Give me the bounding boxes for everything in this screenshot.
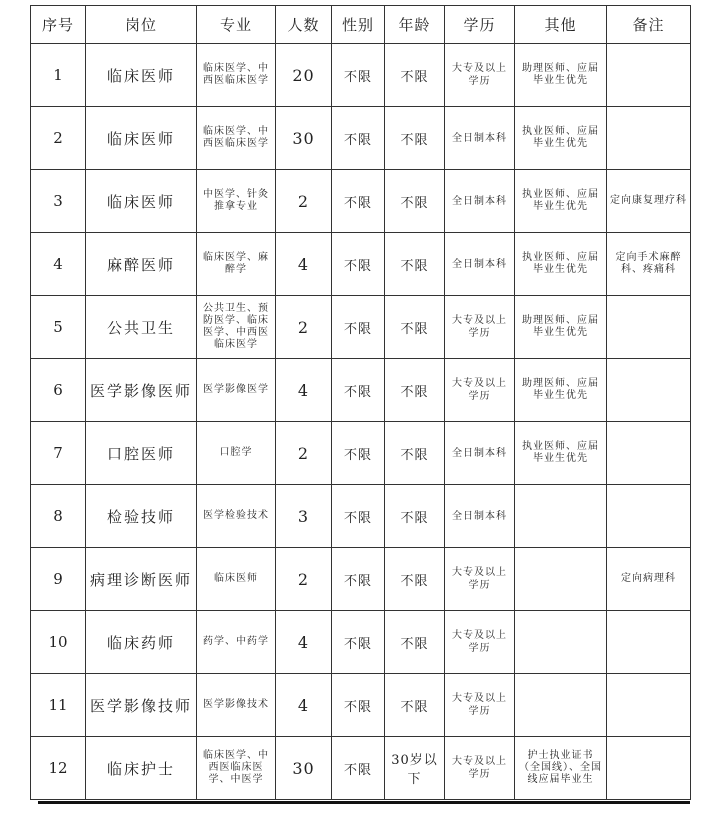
- header-age: 年龄: [385, 6, 445, 44]
- table-row: [31, 548, 691, 611]
- cell-age: 不限: [385, 359, 445, 422]
- cell-age: 不限: [385, 485, 445, 548]
- header-note: 备注: [607, 6, 691, 44]
- header-gender: 性别: [332, 6, 385, 44]
- cell-post: 临床医师: [86, 107, 197, 170]
- cell-note: [607, 44, 691, 107]
- cell-number: 5: [31, 296, 86, 359]
- cell-gender: 不限: [332, 44, 385, 107]
- table-row: [31, 422, 691, 485]
- cell-note: [607, 611, 691, 674]
- cell-age: 不限: [385, 107, 445, 170]
- cell-gender: 不限: [332, 422, 385, 485]
- header-no: 序号: [31, 6, 86, 44]
- cell-major: 中医学、针灸推拿专业: [197, 170, 276, 233]
- cell-number: 10: [31, 611, 86, 674]
- cell-age: 不限: [385, 674, 445, 737]
- header-major: 专业: [197, 6, 276, 44]
- cell-other: [515, 674, 607, 737]
- cell-other: 护士执业证书（全国线）、全国线应届毕业生: [515, 737, 607, 800]
- cell-number: 12: [31, 737, 86, 800]
- cell-education: 大专及以上学历: [445, 611, 515, 674]
- cell-count: 20: [276, 44, 332, 107]
- cell-note: 定向康复理疗科: [607, 170, 691, 233]
- cell-gender: 不限: [332, 674, 385, 737]
- cell-age: 不限: [385, 233, 445, 296]
- cell-note: [607, 296, 691, 359]
- cell-count: 2: [276, 548, 332, 611]
- cell-note: [607, 485, 691, 548]
- cell-major: 临床医学、中西医临床医学: [197, 107, 276, 170]
- table-row: [31, 107, 691, 170]
- table-bottom-rule: [38, 801, 690, 804]
- cell-education: 大专及以上学历: [445, 737, 515, 800]
- table-row: [31, 170, 691, 233]
- cell-other: [515, 611, 607, 674]
- cell-number: 3: [31, 170, 86, 233]
- cell-count: 4: [276, 233, 332, 296]
- cell-education: 全日制本科: [445, 170, 515, 233]
- cell-other: 执业医师、应届毕业生优先: [515, 107, 607, 170]
- cell-age: 不限: [385, 548, 445, 611]
- header-other: 其他: [515, 6, 607, 44]
- cell-number: 1: [31, 44, 86, 107]
- cell-post: 医学影像技师: [86, 674, 197, 737]
- cell-major: 公共卫生、预防医学、临床医学、中西医临床医学: [197, 296, 276, 359]
- cell-post: 临床医师: [86, 44, 197, 107]
- cell-post: 麻醉医师: [86, 233, 197, 296]
- cell-education: 全日制本科: [445, 422, 515, 485]
- cell-number: 6: [31, 359, 86, 422]
- cell-gender: 不限: [332, 485, 385, 548]
- cell-major: 临床医师: [197, 548, 276, 611]
- cell-education: 全日制本科: [445, 233, 515, 296]
- table-row: [31, 359, 691, 422]
- cell-education: 大专及以上学历: [445, 44, 515, 107]
- cell-post: 医学影像医师: [86, 359, 197, 422]
- cell-count: 2: [276, 422, 332, 485]
- cell-count: 4: [276, 359, 332, 422]
- header-education: 学历: [445, 6, 515, 44]
- table-row: [31, 296, 691, 359]
- cell-age: 30岁以下: [385, 737, 445, 800]
- cell-note: [607, 107, 691, 170]
- cell-gender: 不限: [332, 737, 385, 800]
- cell-count: 30: [276, 107, 332, 170]
- cell-post: 临床护士: [86, 737, 197, 800]
- cell-gender: 不限: [332, 359, 385, 422]
- cell-gender: 不限: [332, 548, 385, 611]
- cell-education: 大专及以上学历: [445, 359, 515, 422]
- cell-note: [607, 422, 691, 485]
- table-row: [31, 611, 691, 674]
- cell-post: 公共卫生: [86, 296, 197, 359]
- cell-note: [607, 674, 691, 737]
- cell-major: 临床医学、中西医临床医学: [197, 44, 276, 107]
- cell-note: [607, 737, 691, 800]
- cell-other: 助理医师、应届毕业生优先: [515, 44, 607, 107]
- cell-age: 不限: [385, 422, 445, 485]
- cell-number: 7: [31, 422, 86, 485]
- cell-education: 全日制本科: [445, 485, 515, 548]
- table-row: [31, 233, 691, 296]
- header-row: [31, 6, 691, 44]
- cell-count: 2: [276, 296, 332, 359]
- cell-gender: 不限: [332, 170, 385, 233]
- header-count: 人数: [276, 6, 332, 44]
- cell-gender: 不限: [332, 107, 385, 170]
- cell-major: 口腔学: [197, 422, 276, 485]
- cell-other: 助理医师、应届毕业生优先: [515, 296, 607, 359]
- cell-gender: 不限: [332, 233, 385, 296]
- cell-count: 3: [276, 485, 332, 548]
- cell-gender: 不限: [332, 611, 385, 674]
- cell-post: 临床药师: [86, 611, 197, 674]
- table-row: [31, 737, 691, 800]
- cell-age: 不限: [385, 44, 445, 107]
- cell-post: 病理诊断医师: [86, 548, 197, 611]
- cell-note: [607, 359, 691, 422]
- cell-other: 助理医师、应届毕业生优先: [515, 359, 607, 422]
- cell-note: 定向病理科: [607, 548, 691, 611]
- cell-post: 口腔医师: [86, 422, 197, 485]
- cell-post: 临床医师: [86, 170, 197, 233]
- cell-major: 医学影像医学: [197, 359, 276, 422]
- cell-number: 11: [31, 674, 86, 737]
- cell-number: 4: [31, 233, 86, 296]
- recruitment-table: [30, 5, 691, 800]
- cell-education: 大专及以上学历: [445, 674, 515, 737]
- cell-age: 不限: [385, 296, 445, 359]
- cell-count: 4: [276, 611, 332, 674]
- cell-post: 检验技师: [86, 485, 197, 548]
- cell-major: 医学影像技术: [197, 674, 276, 737]
- table-row: [31, 485, 691, 548]
- cell-gender: 不限: [332, 296, 385, 359]
- table-row: [31, 44, 691, 107]
- cell-other: 执业医师、应届毕业生优先: [515, 170, 607, 233]
- cell-other: 执业医师、应届毕业生优先: [515, 233, 607, 296]
- cell-count: 4: [276, 674, 332, 737]
- cell-count: 2: [276, 170, 332, 233]
- cell-education: 全日制本科: [445, 107, 515, 170]
- cell-age: 不限: [385, 611, 445, 674]
- header-post: 岗位: [86, 6, 197, 44]
- cell-major: 医学检验技术: [197, 485, 276, 548]
- cell-education: 大专及以上学历: [445, 296, 515, 359]
- cell-major: 临床医学、中西医临床医学、中医学: [197, 737, 276, 800]
- table-row: [31, 674, 691, 737]
- cell-other: [515, 548, 607, 611]
- cell-count: 30: [276, 737, 332, 800]
- cell-number: 8: [31, 485, 86, 548]
- cell-other: 执业医师、应届毕业生优先: [515, 422, 607, 485]
- cell-major: 临床医学、麻醉学: [197, 233, 276, 296]
- cell-number: 9: [31, 548, 86, 611]
- cell-note: 定向手术麻醉科、疼痛科: [607, 233, 691, 296]
- cell-major: 药学、中药学: [197, 611, 276, 674]
- cell-other: [515, 485, 607, 548]
- cell-education: 大专及以上学历: [445, 548, 515, 611]
- cell-number: 2: [31, 107, 86, 170]
- cell-age: 不限: [385, 170, 445, 233]
